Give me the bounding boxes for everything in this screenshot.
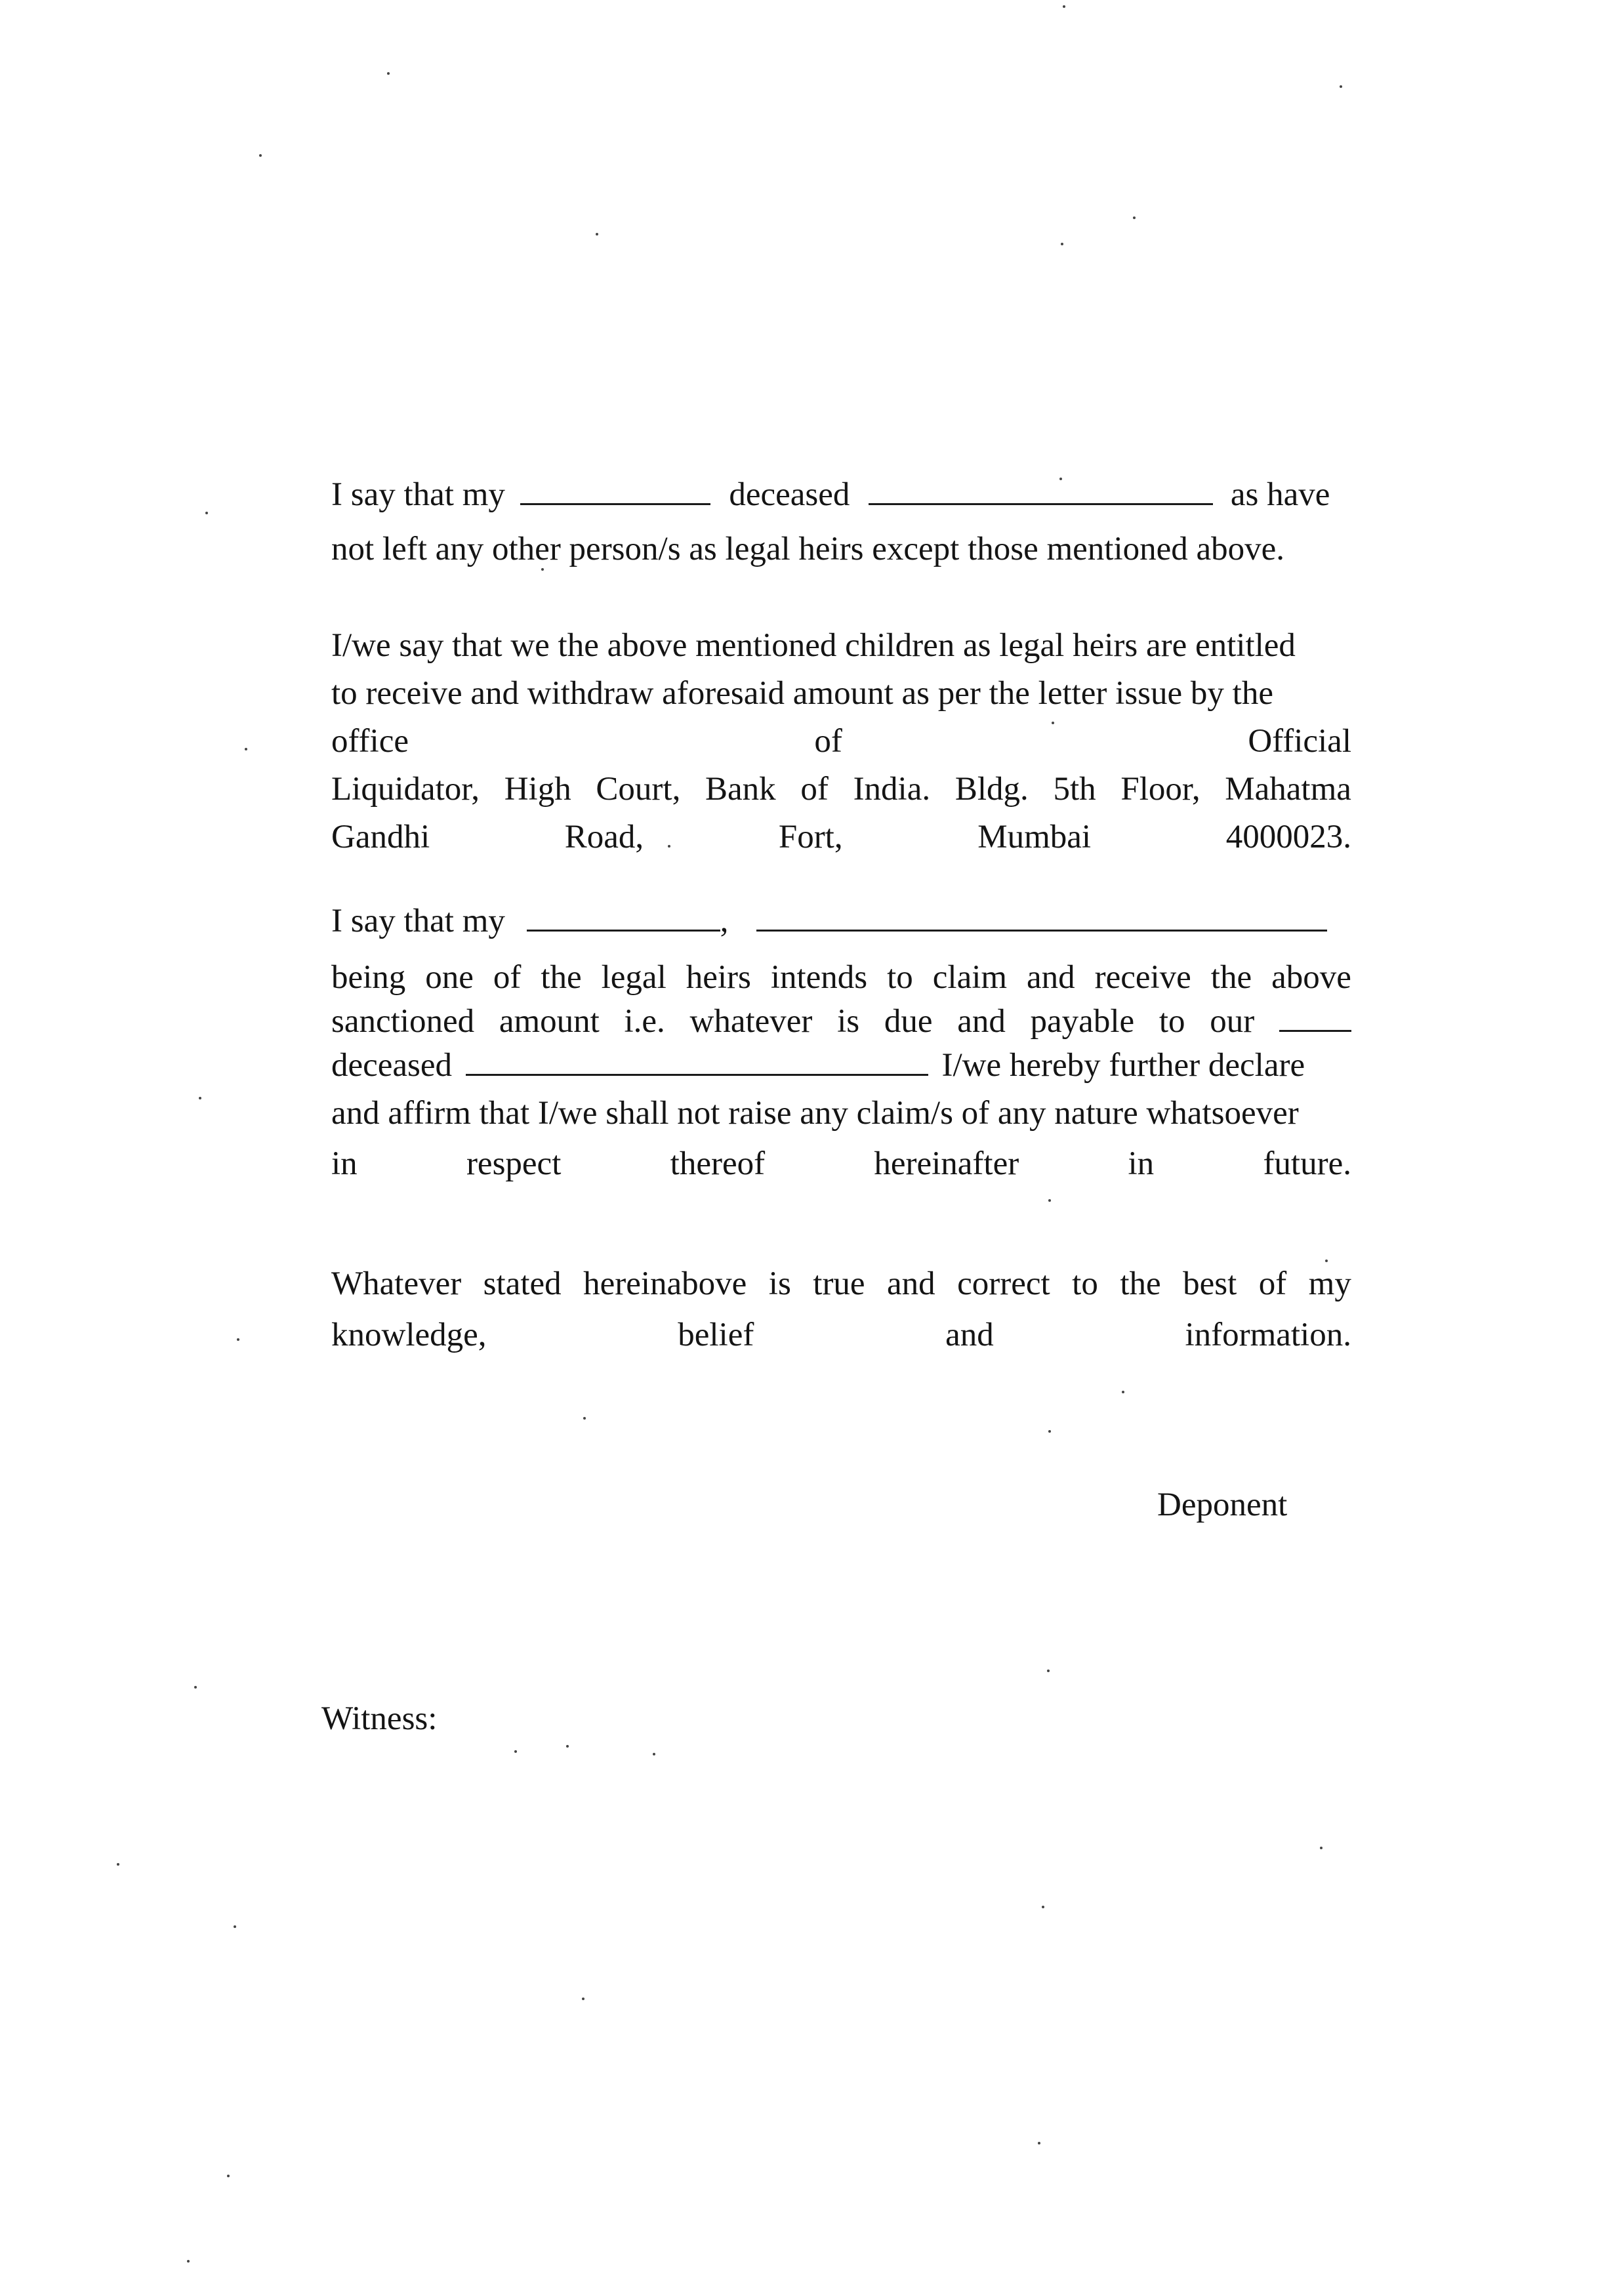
para3-lead-text: I say that my [331, 903, 505, 939]
scan-speck [1038, 2142, 1040, 2144]
word: Liquidator, [331, 771, 480, 808]
word: information. [1185, 1317, 1351, 1353]
word: future. [1263, 1145, 1351, 1182]
para1-mid-text: deceased [729, 476, 850, 513]
para3-line3 [331, 1000, 1351, 1042]
scan-speck [541, 568, 544, 571]
word: office [331, 723, 409, 760]
word: and [945, 1317, 994, 1353]
word: my [1308, 1265, 1351, 1302]
word: heirs [686, 959, 751, 996]
word: Bldg. [954, 771, 1029, 808]
word: in [1128, 1145, 1155, 1182]
word: Bank [705, 771, 776, 808]
para3-deceased-text: deceased [331, 1047, 453, 1084]
para1-tail-text: as have [1230, 476, 1330, 513]
scan-speck [1052, 722, 1054, 724]
word: true [813, 1265, 865, 1302]
scan-speck [582, 1998, 585, 2000]
word: is [837, 1003, 860, 1040]
word: the [1120, 1265, 1161, 1302]
word: of [814, 723, 842, 760]
scan-speck [583, 1417, 586, 1420]
word: 5th [1053, 771, 1096, 808]
word: of [800, 771, 829, 808]
scan-speck [566, 1745, 569, 1748]
word: amount [499, 1003, 600, 1040]
para1-line2 [331, 528, 1351, 570]
heir-name-blank[interactable] [756, 903, 1327, 932]
word: High [504, 771, 571, 808]
para2-line4 [331, 768, 1351, 810]
para2-line2-text: to receive and withdraw aforesaid amount as per the letter issue by the [331, 675, 1273, 712]
scan-speck [259, 154, 262, 157]
deceased-name-blank-1[interactable] [869, 477, 1213, 505]
para3-line4 [331, 1044, 1351, 1086]
deceased-name-blank-2[interactable] [466, 1048, 928, 1076]
word: claim [932, 959, 1008, 996]
word: 4000023. [1225, 819, 1351, 855]
word: to [887, 959, 913, 996]
scan-speck [1320, 1847, 1323, 1849]
scan-speck [1061, 243, 1063, 245]
word: is [768, 1265, 791, 1302]
para1-line1 [331, 474, 1351, 516]
para3-line5 [331, 1092, 1351, 1134]
relation-blank-1[interactable] [520, 477, 710, 505]
word: receive [1094, 959, 1191, 996]
word: Official [1248, 723, 1351, 760]
scan-speck [1122, 1391, 1124, 1393]
para2-line1-text: I/we say that we the above mentioned children as legal heirs are entitled [331, 627, 1296, 664]
word: best [1183, 1265, 1237, 1302]
word: of [493, 959, 522, 996]
para2-line3 [331, 720, 1351, 762]
scan-speck [1063, 5, 1065, 8]
relation-blank-2[interactable] [527, 903, 720, 932]
scan-speck [1042, 1906, 1044, 1908]
scan-speck [237, 1338, 239, 1341]
word: i.e. [624, 1003, 665, 1040]
word: our [1210, 1003, 1255, 1040]
scan-speck [205, 512, 208, 514]
word: belief [678, 1317, 754, 1353]
scan-speck [514, 1750, 517, 1753]
word: legal [601, 959, 667, 996]
word: Mumbai [977, 819, 1092, 855]
word: and [887, 1265, 935, 1302]
word: and [1027, 959, 1075, 996]
word: Court, [596, 771, 681, 808]
scan-speck [199, 1097, 201, 1099]
word: thereof [670, 1145, 766, 1182]
word: in [331, 1145, 358, 1182]
word: to [1072, 1265, 1098, 1302]
scan-speck [668, 845, 670, 848]
scan-speck [117, 1863, 119, 1866]
word: knowledge, [331, 1317, 487, 1353]
scan-speck [1325, 1260, 1328, 1262]
para2-line5 [331, 816, 1351, 858]
scan-speck [596, 233, 598, 236]
scan-speck [387, 72, 390, 75]
scan-speck [245, 748, 247, 750]
para1-lead-text: I say that my [331, 476, 505, 513]
word: Fort, [778, 819, 843, 855]
witness-label: Witness: [321, 1700, 438, 1737]
word: of [1258, 1265, 1287, 1302]
scan-speck [1048, 1199, 1051, 1202]
word: the [541, 959, 582, 996]
word: Whatever [331, 1265, 462, 1302]
scan-speck [1340, 85, 1342, 88]
deponent-label: Deponent [1157, 1486, 1288, 1523]
word: the [1210, 959, 1252, 996]
scan-speck [1133, 216, 1136, 219]
word: correct [957, 1265, 1050, 1302]
word: stated [483, 1265, 562, 1302]
scan-speck [194, 1686, 197, 1689]
para3-declare-text: I/we hereby further declare [941, 1047, 1305, 1084]
scan-speck [187, 2260, 190, 2263]
comma: , [720, 903, 729, 939]
para2-line2 [331, 672, 1351, 714]
word: and [957, 1003, 1006, 1040]
word: Road, [564, 819, 644, 855]
para3-line1 [331, 900, 1351, 942]
word: Gandhi [331, 819, 430, 855]
para3-line6 [331, 1143, 1351, 1185]
scan-speck [1048, 1430, 1051, 1433]
our-blank[interactable] [1279, 1004, 1351, 1032]
word: India. [853, 771, 931, 808]
word: Floor, [1120, 771, 1200, 808]
word: hereinafter [874, 1145, 1019, 1182]
scan-speck [653, 1753, 655, 1755]
word: one [425, 959, 474, 996]
word: intends [770, 959, 868, 996]
word: being [331, 959, 406, 996]
scan-speck [1059, 478, 1062, 480]
word: due [884, 1003, 933, 1040]
para1-line2-text: not left any other person/s as legal heirs except those mentioned above. [331, 531, 1285, 567]
para4-line1 [331, 1263, 1351, 1305]
scan-speck [1047, 1670, 1050, 1672]
word: to [1159, 1003, 1185, 1040]
scan-speck [227, 2175, 230, 2177]
para4-line2 [331, 1314, 1351, 1356]
word: hereinabove [583, 1265, 747, 1302]
word: sanctioned [331, 1003, 475, 1040]
para3-line5-text: and affirm that I/we shall not raise any claim/s of any nature whatsoever [331, 1095, 1299, 1132]
word: whatever [689, 1003, 813, 1040]
para2-line1 [331, 625, 1351, 666]
word: respect [466, 1145, 562, 1182]
para3-line2 [331, 956, 1351, 998]
scan-speck [234, 1925, 236, 1928]
word: above [1271, 959, 1351, 996]
word: Mahatma [1225, 771, 1351, 808]
word: payable [1030, 1003, 1135, 1040]
